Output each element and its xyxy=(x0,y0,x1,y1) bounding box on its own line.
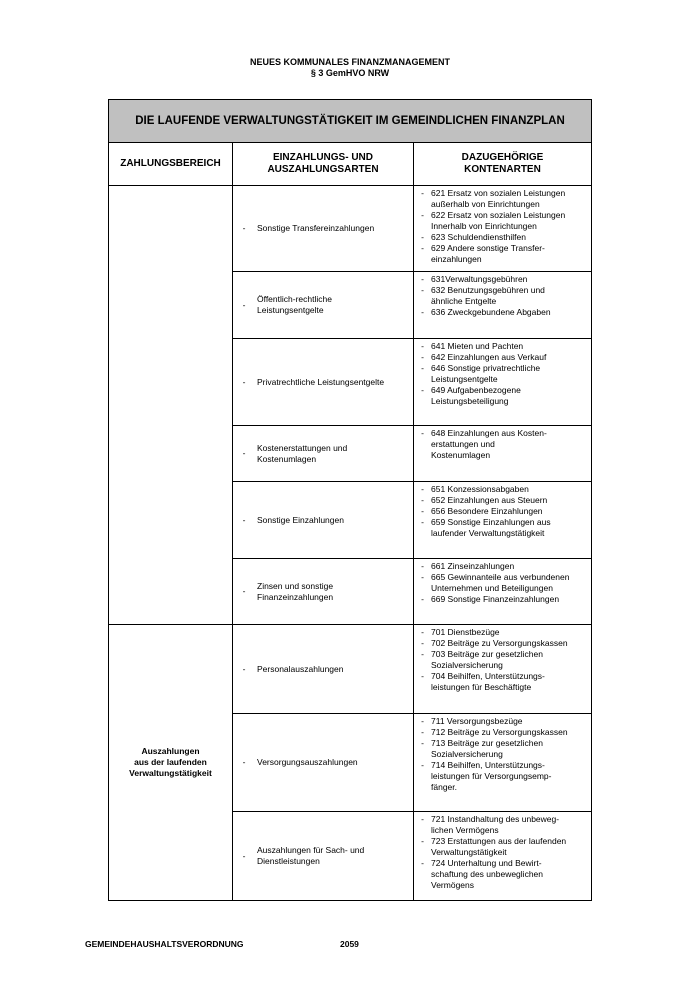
account-item xyxy=(414,858,591,891)
account-label: 714 Beihilfen, Unterstützungs- leistungen für Versorgungsemp- fänger. xyxy=(431,760,552,792)
list-dash: - xyxy=(421,572,424,582)
list-dash: - xyxy=(242,850,246,861)
table-row xyxy=(233,186,591,272)
payment-type-label: Auszahlungen für Sach- und Dienstleistungen xyxy=(257,845,365,866)
list-dash: - xyxy=(421,638,424,648)
payment-type-label: Kostenerstattungen und Kostenumlagen xyxy=(257,442,348,464)
list-dash: - xyxy=(421,274,424,284)
account-types-cell xyxy=(414,482,591,558)
list-dash: - xyxy=(421,836,424,846)
list-dash: - xyxy=(421,285,424,295)
table-row xyxy=(233,714,591,812)
payment-type-cell xyxy=(233,559,414,624)
account-item xyxy=(414,649,591,671)
account-label: 703 Beiträge zur gesetzlichen Sozialversicherung xyxy=(431,649,543,670)
account-label: 656 Besondere Einzahlungen xyxy=(431,506,543,516)
payment-type-cell xyxy=(233,426,414,481)
account-item xyxy=(414,307,591,318)
account-item xyxy=(414,572,591,594)
list-dash: - xyxy=(242,586,246,596)
payment-type-label: Versorgungsauszahlungen xyxy=(257,757,358,767)
list-dash: - xyxy=(242,299,246,310)
account-item xyxy=(414,188,591,210)
list-dash: - xyxy=(242,757,246,767)
account-types-cell xyxy=(414,339,591,425)
list-dash: - xyxy=(421,363,424,373)
table-row xyxy=(233,272,591,339)
account-item xyxy=(414,836,591,858)
account-label: 704 Beihilfen, Unterstützungs- leistungen für Beschäftigte xyxy=(431,671,545,692)
payment-type-label: Sonstige Einzahlungen xyxy=(257,514,344,525)
table-row xyxy=(233,559,591,624)
account-label: 632 Benutzungsgebühren und ähnliche Entgelte xyxy=(431,285,545,306)
payment-type-label: Privatrechtliche Leistungsentgelte xyxy=(257,376,385,387)
payment-type-cell xyxy=(233,339,414,425)
account-label: 723 Erstattungen aus der laufenden Verwaltungstätigkeit xyxy=(431,836,567,857)
account-types-cell xyxy=(414,625,591,713)
table-title: DIE LAUFENDE VERWALTUNGSTÄTIGKEIT IM GEMEINDLICHEN FINANZPLAN xyxy=(109,100,591,143)
list-dash: - xyxy=(421,671,424,681)
list-dash: - xyxy=(421,760,424,770)
account-item xyxy=(414,638,591,649)
list-dash: - xyxy=(242,223,246,233)
table-section xyxy=(109,625,591,900)
list-dash: - xyxy=(421,307,424,317)
account-label: 648 Einzahlungen aus Kosten- erstattungen und Kostenumlagen xyxy=(431,428,547,460)
account-label: 642 Einzahlungen aus Verkauf xyxy=(431,352,547,362)
account-label: 621 Ersatz von sozialen Leistungen außerhalb von Einrichtungen xyxy=(431,188,566,209)
list-dash: - xyxy=(421,243,424,253)
account-item xyxy=(414,341,591,352)
payment-type-label: Zinsen und sonstige Finanzeinzahlungen xyxy=(257,580,334,602)
account-label: 659 Sonstige Einzahlungen aus laufender Verwaltungstätigkeit xyxy=(431,517,551,538)
list-dash: - xyxy=(242,448,246,458)
account-label: 649 Aufgabenbezogene Leistungsbeteiligung xyxy=(431,385,521,406)
account-item xyxy=(414,506,591,517)
account-item xyxy=(414,363,591,385)
list-dash: - xyxy=(421,649,424,659)
account-label: 712 Beiträge zu Versorgungskassen xyxy=(431,727,568,737)
list-dash: - xyxy=(421,484,424,494)
list-dash: - xyxy=(421,594,424,604)
payment-type-cell xyxy=(233,625,414,713)
account-item xyxy=(414,274,591,285)
account-item xyxy=(414,738,591,760)
table-header-row xyxy=(109,143,591,186)
list-dash: - xyxy=(421,727,424,737)
list-dash: - xyxy=(421,188,424,198)
footer-title: GEMEINDEHAUSHALTSVERORDNUNG xyxy=(85,939,244,949)
account-types-cell xyxy=(414,714,591,811)
table-row xyxy=(233,339,591,426)
account-label: 669 Sonstige Finanzeinzahlungen xyxy=(431,594,560,604)
header-line-1: NEUES KOMMUNALES FINANZMANAGEMENT xyxy=(250,57,450,67)
account-label: 629 Andere sonstige Transfer- einzahlungen xyxy=(431,243,545,264)
account-label: 622 Ersatz von sozialen Leistungen Innerhalb von Einrichtungen xyxy=(431,210,566,231)
account-label: 665 Gewinnanteile aus verbundenen Unternehmen und Beteiligungen xyxy=(431,572,570,593)
table-row xyxy=(233,426,591,482)
payment-type-label: Sonstige Transfereinzahlungen xyxy=(257,223,375,233)
table-row xyxy=(233,812,591,900)
list-dash: - xyxy=(421,517,424,527)
header-line-2: § 3 GemHVO NRW xyxy=(310,68,390,78)
list-dash: - xyxy=(242,376,246,387)
payment-type-label: Öffentlich-rechtliche Leistungsentgelte xyxy=(257,294,332,315)
account-item xyxy=(414,561,591,572)
account-label: 636 Zweckgebundene Abgaben xyxy=(431,307,551,317)
column-header-zahlungsbereich: ZAHLUNGSBEREICH xyxy=(109,143,233,185)
account-item xyxy=(414,594,591,605)
account-label: 646 Sonstige privatrechtliche Leistungsentgelte xyxy=(431,363,541,384)
payment-type-cell xyxy=(233,714,414,811)
table-row xyxy=(233,482,591,559)
section-label xyxy=(109,186,233,624)
list-dash: - xyxy=(421,341,424,351)
account-item xyxy=(414,517,591,539)
account-label: 631Verwaltungsgebühren xyxy=(431,274,528,284)
list-dash: - xyxy=(421,858,424,868)
account-label: 701 Dienstbezüge xyxy=(431,627,500,637)
account-item xyxy=(414,285,591,307)
account-label: 713 Beiträge zur gesetzlichen Sozialversicherung xyxy=(431,738,543,759)
page-number: 2059 xyxy=(340,939,359,949)
list-dash: - xyxy=(421,385,424,395)
document-header xyxy=(0,57,700,79)
account-item xyxy=(414,716,591,727)
section-label: Auszahlungen aus der laufenden Verwaltungstätigkeit xyxy=(109,625,233,900)
account-item xyxy=(414,243,591,265)
list-dash: - xyxy=(242,663,246,674)
account-label: 623 Schuldendiensthilfen xyxy=(431,232,526,242)
account-item xyxy=(414,760,591,793)
account-types-cell xyxy=(414,559,591,624)
account-label: 702 Beiträge zu Versorgungskassen xyxy=(431,638,568,648)
table-section xyxy=(109,186,591,625)
account-item xyxy=(414,627,591,638)
account-label: 652 Einzahlungen aus Steuern xyxy=(431,495,548,505)
account-item xyxy=(414,210,591,232)
table-row xyxy=(233,625,591,714)
account-item xyxy=(414,727,591,738)
account-types-cell xyxy=(414,426,591,481)
column-header-kontenarten: DAZUGEHÖRIGE KONTENARTEN xyxy=(461,152,544,175)
account-label: 724 Unterhaltung und Bewirt- schaftung des unbeweglichen Vermögens xyxy=(431,858,543,890)
table-body xyxy=(109,186,591,900)
column-header-arten: EINZAHLUNGS- UND AUSZAHLUNGSARTEN xyxy=(233,143,414,185)
account-item xyxy=(414,495,591,506)
account-item xyxy=(414,484,591,495)
account-types-cell xyxy=(414,812,591,900)
payment-type-cell xyxy=(233,482,414,558)
list-dash: - xyxy=(421,210,424,220)
list-dash: - xyxy=(421,428,424,438)
payment-type-cell xyxy=(233,186,414,271)
list-dash: - xyxy=(421,495,424,505)
list-dash: - xyxy=(421,506,424,516)
list-dash: - xyxy=(421,716,424,726)
list-dash: - xyxy=(242,514,246,525)
account-label: 711 Versorgungsbezüge xyxy=(431,716,523,726)
finance-plan-table xyxy=(108,99,592,901)
payment-type-cell xyxy=(233,272,414,338)
account-item xyxy=(414,671,591,693)
section-rows xyxy=(233,625,591,900)
list-dash: - xyxy=(421,352,424,362)
account-label: 721 Instandhaltung des unbeweg- lichen Vermögens xyxy=(431,814,560,835)
list-dash: - xyxy=(421,627,424,637)
section-rows xyxy=(233,186,591,624)
list-dash: - xyxy=(421,814,424,824)
account-item xyxy=(414,428,591,461)
list-dash: - xyxy=(421,738,424,748)
payment-type-label: Personalauszahlungen xyxy=(257,663,344,674)
account-types-cell xyxy=(414,272,591,338)
account-item xyxy=(414,352,591,363)
account-label: 641 Mieten und Pachten xyxy=(431,341,524,351)
account-types-cell xyxy=(414,186,591,271)
list-dash: - xyxy=(421,561,424,571)
payment-type-cell xyxy=(233,812,414,900)
list-dash: - xyxy=(421,232,424,242)
account-label: 661 Zinseinzahlungen xyxy=(431,561,515,571)
account-item xyxy=(414,814,591,836)
account-item xyxy=(414,232,591,243)
account-label: 651 Konzessionsabgaben xyxy=(431,484,529,494)
account-item xyxy=(414,385,591,407)
